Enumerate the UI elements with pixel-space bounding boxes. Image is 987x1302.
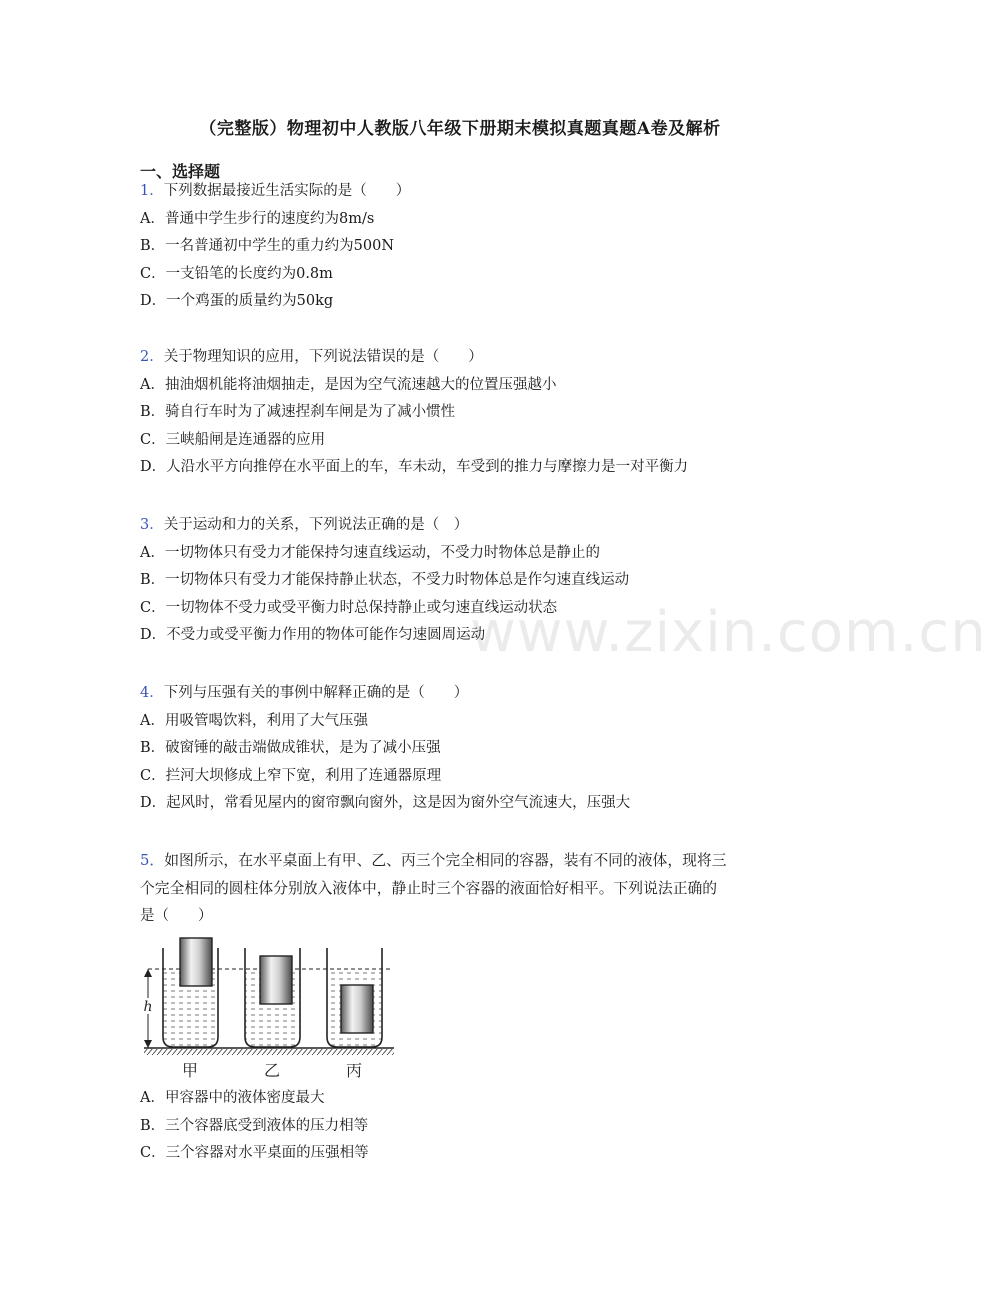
- question-number: 2．: [140, 349, 164, 365]
- q4-option-c: C．拦河大坝修成上窄下宽，利用了连通器原理: [140, 768, 442, 784]
- question-1-stem: [140, 181, 410, 201]
- question-text: 关于物理知识的应用，下列说法错误的是（ ）: [163, 349, 483, 365]
- cylinder-yi: [260, 956, 292, 1004]
- cylinder-jia: [180, 938, 212, 986]
- question-4-stem: [140, 683, 468, 703]
- q5-option-b: B．三个容器底受到液体的压力相等: [140, 1118, 369, 1134]
- height-label: h: [143, 999, 153, 1015]
- watermark: www.zixin.com.cn: [470, 600, 987, 665]
- q2-option-b: B．骑自行车时为了减速捏刹车闸是为了减小惯性: [140, 404, 456, 420]
- page-title: （完整版）物理初中人教版八年级下册期末模拟真题真题A卷及解析: [199, 119, 721, 139]
- label-jia: 甲: [181, 1061, 199, 1080]
- q4-option-b: B．破窗锤的敲击端做成锥状，是为了减小压强: [140, 740, 441, 756]
- q5-option-c: C．三个容器对水平桌面的压强相等: [140, 1145, 369, 1161]
- question-text: 如图所示，在水平桌面上有甲、乙、丙三个完全相同的容器，装有不同的液体，现将三: [164, 852, 727, 869]
- label-yi: 乙: [263, 1061, 281, 1080]
- label-bing: 丙: [345, 1061, 363, 1080]
- q3-option-a: A．一切物体只有受力才能保持匀速直线运动，不受力时物体总是静止的: [140, 545, 600, 561]
- q5-option-a: A．甲容器中的液体密度最大: [140, 1090, 325, 1106]
- question-5-stem-line-1: [140, 851, 727, 871]
- question-2-stem: [140, 347, 483, 367]
- question-3-stem: [140, 515, 468, 535]
- q2-option-a: A．抽油烟机能将油烟抽走，是因为空气流速越大的位置压强越小: [140, 377, 557, 393]
- question-number: 3．: [140, 517, 164, 533]
- q1-option-a: A．普通中学生步行的速度约为8m/s: [140, 211, 375, 227]
- q1-option-c: C．一支铅笔的长度约为0.8m: [140, 266, 333, 282]
- q4-option-d: D．起风时，常看见屋内的窗帘飘向窗外，这是因为窗外空气流速大，压强大: [140, 795, 631, 811]
- question-text: 下列与压强有关的事例中解释正确的是（ ）: [163, 685, 469, 701]
- question-text: 下列数据最接近生活实际的是（ ）: [163, 183, 411, 199]
- table-hatch: [144, 1049, 394, 1055]
- q3-option-d: D．不受力或受平衡力作用的物体可能作匀速圆周运动: [140, 627, 486, 643]
- question-text: 关于运动和力的关系，下列说法正确的是（ ）: [163, 517, 469, 533]
- q1-option-b: B．一名普通初中学生的重力约为500N: [140, 238, 395, 254]
- section-heading: 一、选择题: [140, 162, 221, 181]
- question-5-stem-line-2: 个完全相同的圆柱体分别放入液体中，静止时三个容器的液面恰好相平。下列说法正确的: [140, 880, 718, 897]
- three-containers-figure: [138, 934, 400, 1088]
- q2-option-c: C．三峡船闸是连通器的应用: [140, 432, 326, 448]
- question-number: 5．: [140, 852, 165, 869]
- question-5-stem-line-3: 是（ ）: [140, 908, 213, 924]
- q2-option-d: D．人沿水平方向推停在水平面上的车，车未动，车受到的推力与摩擦力是一对平衡力: [140, 459, 689, 475]
- question-number: 1．: [140, 183, 164, 199]
- cylinder-bing: [341, 985, 373, 1033]
- q4-option-a: A．用吸管喝饮料，利用了大气压强: [140, 713, 368, 729]
- q3-option-c: C．一切物体不受力或受平衡力时总保持静止或匀速直线运动状态: [140, 600, 558, 616]
- q3-option-b: B．一切物体只有受力才能保持静止状态，不受力时物体总是作匀速直线运动: [140, 572, 630, 588]
- q1-option-d: D．一个鸡蛋的质量约为50kg: [140, 293, 334, 309]
- question-number: 4．: [140, 685, 164, 701]
